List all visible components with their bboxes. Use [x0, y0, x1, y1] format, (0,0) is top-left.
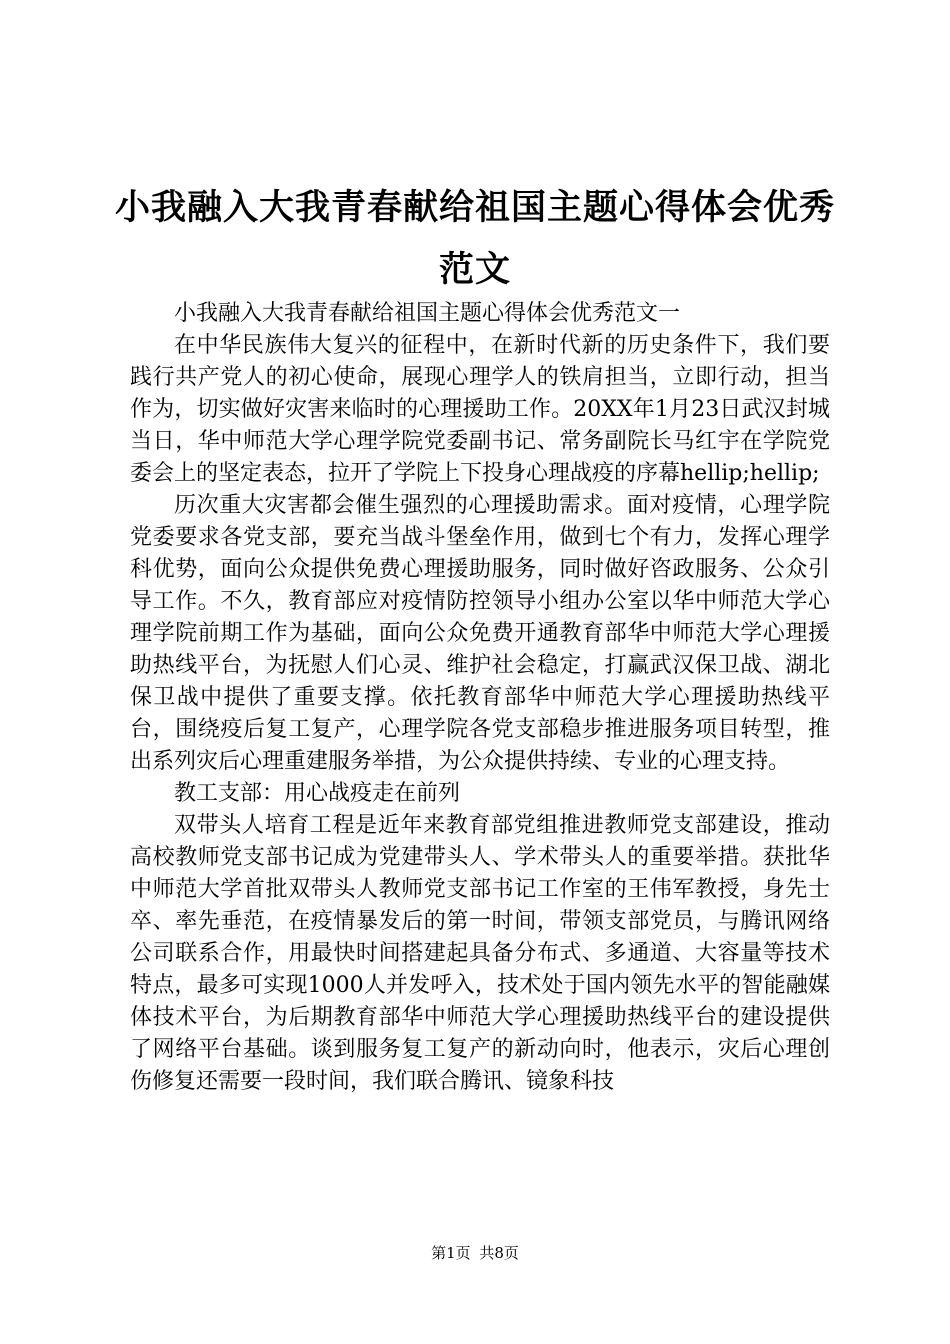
document-title-line-1: 小我融入大我青春献给祖国主题心得体会优秀	[114, 187, 835, 228]
body-paragraph-1: 在中华民族伟大复兴的征程中，在新时代新的历史条件下，我们要践行共产党人的初心使命，展现心理学人的铁肩担当，立即行动，担当作为，切实做好灾害来临时的心理援助工作。20XX年1月23日武汉封城当日，华中师范大学心理学院党委副书记、常务副院长马红宇在学院党委会上的坚定表态，拉开了学院上下投身心理战疫的序幕hellip;hellip;	[130, 333, 830, 486]
document-body	[130, 298, 830, 1098]
page-footer	[0, 1243, 950, 1263]
page-number: 第1页	[431, 1244, 471, 1262]
body-paragraph-2: 历次重大灾害都会催生强烈的心理援助需求。面对疫情，心理学院党委要求各党支部，要充当战斗堡垒作用，做到七个有力，发挥心理学科优势，面向公众提供免费心理援助服务，同时做好咨政服务、公众引导工作。不久，教育部应对疫情防控领导小组办公室以华中师范大学心理学院前期工作为基础，面向公众免费开通教育部华中师范大学心理援助热线平台，为抚慰人们心灵、维护社会稳定，打赢武汉保卫战、湖北保卫战中提供了重要支撑。依托教育部华中师范大学心理援助热线平台，围绕疫后复工复产，心理学院各党支部稳步推进服务项目转型，推出系列灾后心理重建服务举措，为公众提供持续、专业的心理支持。	[130, 493, 830, 774]
body-paragraph-3: 双带头人培育工程是近年来教育部党组推进教师党支部建设，推动高校教师党支部书记成为党建带头人、学术带头人的重要举措。获批华中师范大学首批双带头人教师党支部书记工作室的王伟军教授，身先士卒、率先垂范，在疫情暴发后的第一时间，带领支部党员，与腾讯网络公司联系合作，用最快时间搭建起具备分布式、多通道、大容量等技术特点，最多可实现1000人并发呼入，技术处于国内领先水平的智能融媒体技术平台，为后期教育部华中师范大学心理援助热线平台的建设提供了网络平台基础。谈到服务复工复产的新动向时，他表示，灾后心理创伤修复还需要一段时间，我们联合腾讯、镜象科技	[130, 813, 830, 1094]
section-heading: 教工支部：用心战疫走在前列	[174, 781, 461, 806]
page-total: 共8页	[479, 1244, 519, 1262]
document-title-line-2: 范文	[438, 249, 511, 290]
subtitle-paragraph: 小我融入大我青春献给祖国主题心得体会优秀范文一	[174, 301, 681, 326]
